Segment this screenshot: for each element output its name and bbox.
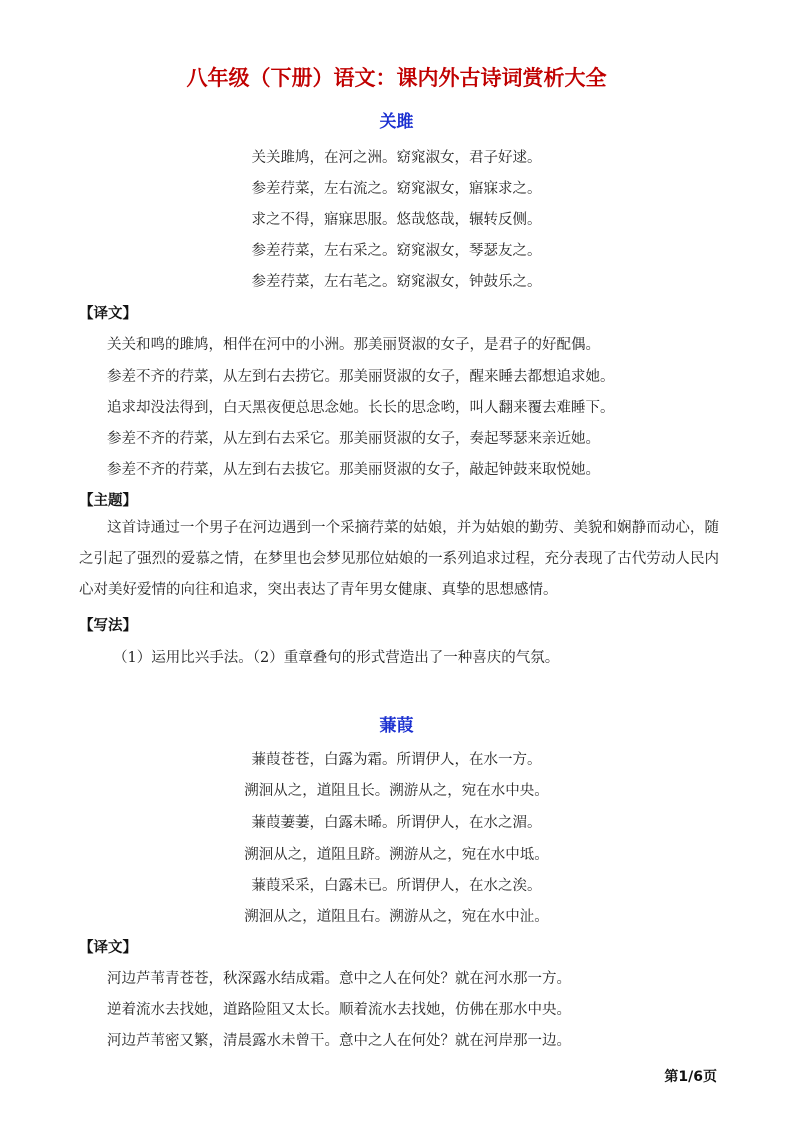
translation-line: 参差不齐的荇菜，从左到右去拔它。那美丽贤淑的女子，敲起钟鼓来取悦她。	[107, 462, 600, 478]
translation-line: 参差不齐的荇菜，从左到右去采它。那美丽贤淑的女子，奏起琴瑟来亲近她。	[107, 431, 600, 447]
translation-line: 关关和鸣的雎鸠，相伴在河中的小洲。那美丽贤淑的女子，是君子的好配偶。	[107, 337, 600, 353]
poem-title-jianjia: 蒹葭	[379, 716, 414, 736]
theme-paragraph: 这首诗通过一个男子在河边遇到一个采摘荇菜的姑娘，并为姑娘的勤劳、美貌和娴静而动心，随之引起了强烈的爱慕之情，在梦里也会梦见那位姑娘的一系列追求过程，充分表现了古代劳动人民内心对美好爱情的向往和追求，突出表达了青年男女健康、真挚的思想感情。	[79, 520, 719, 598]
translation-line: 逆着流水去找她，道路险阻又太长。顺着流水去找她，仿佛在那水中央。	[107, 1002, 571, 1018]
poem-line: 蒹葭苍苍，白露为霜。所谓伊人，在水一方。	[251, 752, 542, 768]
page-number: 第1/6页	[664, 1069, 717, 1085]
poem-title-guanju: 关雎	[379, 112, 414, 132]
translation-line: 参差不齐的荇菜，从左到右去捞它。那美丽贤淑的女子，醒来睡去都想追求她。	[107, 369, 615, 385]
translation-label: 【译文】	[79, 940, 137, 956]
translation-label: 【译文】	[79, 306, 137, 322]
document-title: 八年级（下册）语文：课内外古诗词赏析大全	[186, 66, 607, 90]
poem-line: 溯洄从之，道阻且长。溯游从之，宛在水中央。	[244, 783, 549, 799]
poem-line: 溯洄从之，道阻且跻。溯游从之，宛在水中坻。	[244, 847, 549, 863]
poem-line: 参差荇菜，左右芼之。窈窕淑女，钟鼓乐之。	[251, 274, 542, 290]
poem-line: 参差荇菜，左右流之。窈窕淑女，寤寐求之。	[251, 181, 542, 197]
poem-line: 溯洄从之，道阻且右。溯游从之，宛在水中沚。	[244, 909, 549, 925]
method-text: （1）运用比兴手法。（2）重章叠句的形式营造出了一种喜庆的气氛。	[113, 650, 560, 666]
poem-line: 蒹葭采采，白露未已。所谓伊人，在水之涘。	[251, 878, 542, 894]
translation-line: 追求却没法得到，白天黑夜便总思念她。长长的思念哟，叫人翻来覆去难睡下。	[107, 400, 615, 416]
poem-line: 求之不得，寤寐思服。悠哉悠哉，辗转反侧。	[251, 212, 542, 228]
method-label: 【写法】	[79, 618, 137, 634]
poem-line: 蒹葭萋萋，白露未晞。所谓伊人，在水之湄。	[251, 815, 542, 831]
poem-line: 参差荇菜，左右采之。窈窕淑女，琴瑟友之。	[251, 243, 542, 259]
poem-line: 关关雎鸠，在河之洲。窈窕淑女，君子好逑。	[251, 150, 542, 166]
theme-label: 【主题】	[79, 493, 137, 509]
translation-line: 河边芦苇密又繁，清晨露水未曾干。意中之人在何处？就在河岸那一边。	[107, 1033, 571, 1049]
translation-line: 河边芦苇青苍苍，秋深露水结成霜。意中之人在何处？就在河水那一方。	[107, 971, 571, 987]
